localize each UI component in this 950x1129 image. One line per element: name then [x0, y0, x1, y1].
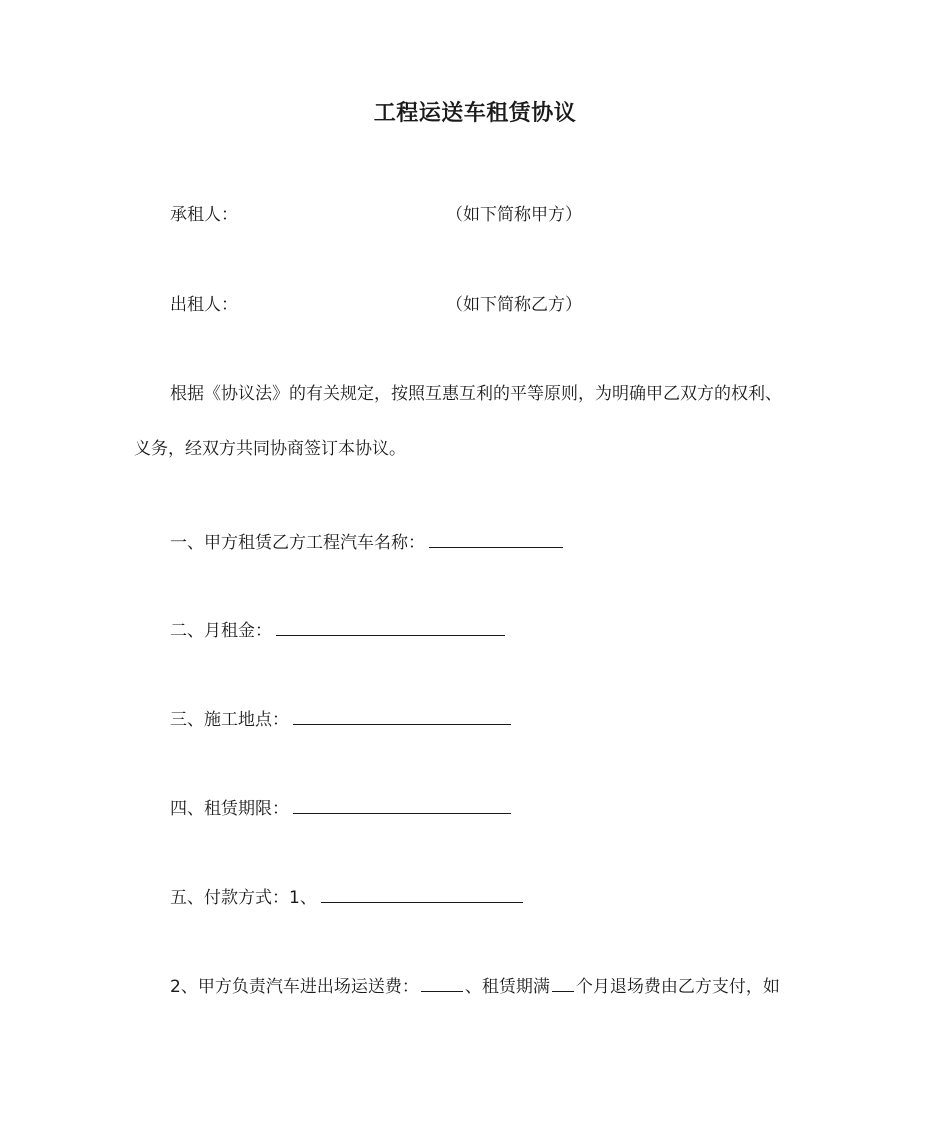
clause-payment-method-label: 五、付款方式：1、: [170, 888, 317, 908]
clause-site-location: [170, 706, 511, 732]
lease-term-blank: [293, 795, 511, 814]
monthly-rent-blank: [276, 617, 505, 636]
clause-monthly-rent-label: 二、月租金：: [170, 621, 272, 641]
lessee-note: （如下简称甲方）: [446, 205, 582, 225]
clause-site-location-label: 三、施工地点：: [170, 710, 289, 730]
transport-fee-text-1: 2、甲方负责汽车进出场运送费：: [170, 977, 419, 997]
clause-transport-fee: [170, 973, 780, 999]
lessor-note: （如下简称乙方）: [446, 295, 582, 315]
payment-method-blank: [321, 884, 523, 903]
clause-payment-method: [170, 884, 523, 910]
lessee-label: 承租人：: [170, 205, 238, 225]
intro-paragraph-line-2: 义务，经双方共同协商签订本协议。: [134, 439, 406, 459]
intro-paragraph-line-1: 根据《协议法》的有关规定，按照互惠互利的平等原则，为明确甲乙双方的权利、: [170, 384, 782, 404]
vehicle-name-blank: [429, 529, 563, 548]
document-title: 工程运送车租赁协议: [373, 101, 577, 126]
clause-lease-term: [170, 795, 511, 821]
months-blank: [552, 973, 574, 992]
clause-vehicle-name-label: 一、甲方租赁乙方工程汽车名称：: [170, 533, 425, 553]
transport-fee-blank: [421, 973, 463, 992]
transport-fee-text-2: 、租赁期满: [464, 977, 550, 997]
transport-fee-text-3: 个月退场费由乙方支付，如: [575, 977, 780, 997]
clause-monthly-rent: [170, 617, 505, 643]
clause-lease-term-label: 四、租赁期限：: [170, 799, 289, 819]
site-location-blank: [293, 706, 511, 725]
clause-vehicle-name: [170, 529, 563, 555]
lessor-label: 出租人：: [170, 295, 238, 315]
